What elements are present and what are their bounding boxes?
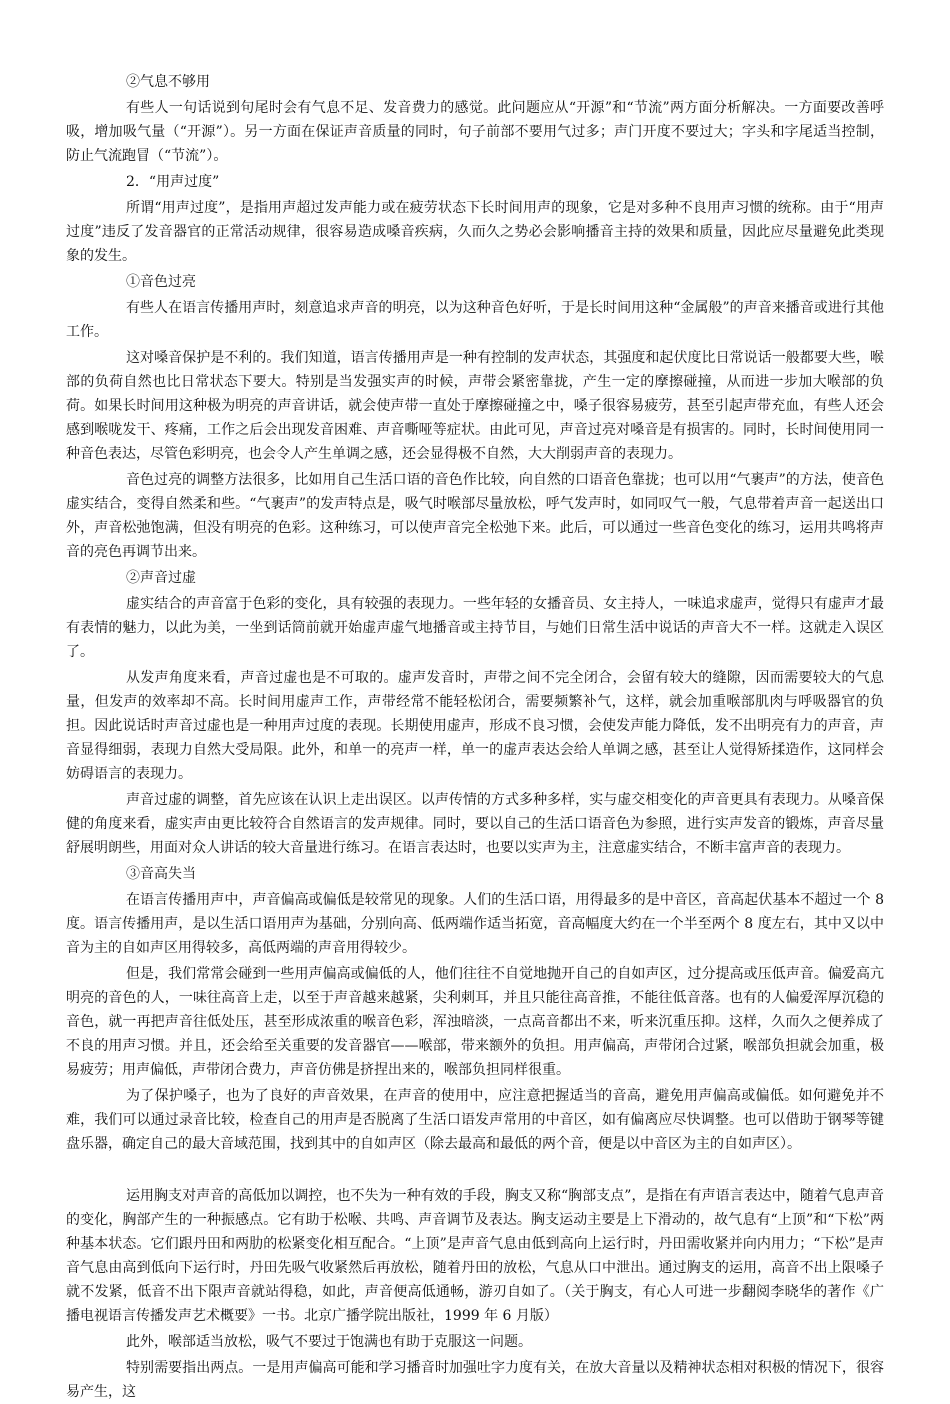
paragraph: 从发声角度来看，声音过虚也是不可取的。虚声发音时，声带之间不完全闭合，会留有较大的缝隙，因而需要较大的气息量，但发声的效率却不高。长时间用虚声工作，声带经常不能轻松闭合，需要频繁补气，这样，就会加重喉部肌肉与呼吸器官的负担。因此说话时声音过虚也是一种用声过度的表现。长期使用虚声，形成不良习惯，会使发声能力降低，发不出明亮有力的声音，声音显得细弱，表现力自然大受局限。此外，和单一的亮声一样，单一的虚声表达会给人单调之感，甚至让人觉得矫揉造作，这同样会妨碍语言的表现力。: [66, 670, 884, 782]
paragraph: 运用胸支对声音的高低加以调控，也不失为一种有效的手段，胸支又称“胸部支点”，是指在有声语言表达中，随着气息声音的变化，胸部产生的一种振感点。它有助于松喉、共鸣、声音调节及表达。胸支运动主要是上下滑动的，故气息有“上顶”和“下松”两种基本状态。它们跟丹田和两肋的松紧变化相互配合。“上顶”是声音气息由低到高向上运行时，丹田需收紧并向内用力；“下松”是声音气息由高到低向下运行时，丹田先吸气收紧然后再放松，随着丹田的放松，气息从口中泄出。通过胸支的运用，高音不出上限嗓子就不发紧，低音不出下限声音就站得稳，如此，声音便高低通畅，游刃自如了。（关于胸支，有心人可进一步翻阅李晓华的著作《广播电视语言传播发声艺术概要》一书。北京广播学院出版社，1999 年 6 月版）: [66, 1188, 884, 1324]
paragraph: 有些人在语言传播用声时，刻意追求声音的明亮，以为这种音色好听，于是长时间用这种“金属般”的声音来播音或进行其他工作。: [66, 300, 884, 340]
paragraph: 但是，我们常常会碰到一些用声偏高或偏低的人，他们往往不自觉地抛开自己的自如声区，过分提高或压低声音。偏爱高亢明亮的音色的人，一味往高音上走，以至于声音越来越紧，尖利刺耳，并且只能往高音推，不能往低音落。也有的人偏爱浑厚沉稳的音色，就一再把声音往低处压，甚至形成浓重的喉音色彩，浑浊暗淡，一点高音都出不来，听来沉重压抑。这样，久而久之便养成了不良的用声习惯。并且，还会给至关重要的发音器官——喉部，带来额外的负担。用声偏高，声带闭合过紧，喉部负担就会加重，极易疲劳；用声偏低，声带闭合费力，声音仿佛是挤捏出来的，喉部负担同样很重。: [66, 966, 884, 1078]
paragraph: 在语言传播用声中，声音偏高或偏低是较常见的现象。人们的生活口语，用得最多的是中音区，音高起伏基本不超过一个 8 度。语言传播用声，是以生活口语用声为基础，分别向高、低两端作适当拓宽，音高幅度大约在一个半至两个 8 度左右，其中又以中音为主的自如声区用得较多，高低两端的声音用得较少。: [66, 892, 884, 956]
section-heading-too-bright: ①音色过亮: [126, 274, 196, 290]
paragraph: 有些人一句话说到句尾时会有气息不足、发音费力的感觉。此问题应从“开源”和“节流”两方面分析解决。一方面要改善呼吸，增加吸气量（“开源”）。另一方面在保证声音质量的同时，句子前部不要用气过多；声门开度不要过大；字头和字尾适当控制，防止气流跑冒（“节流”）。: [66, 100, 884, 164]
paragraph: 特别需要指出两点。一是用声偏高可能和学习播音时加强吐字力度有关，在放大音量以及精神状态相对积极的情况下，很容易产生，这: [66, 1360, 884, 1400]
paragraph: 声音过虚的调整，首先应该在认识上走出误区。以声传情的方式多种多样，实与虚交相变化的声音更具有表现力。从嗓音保健的角度来看，虚实声由更比较符合自然语言的发声规律。同时，要以自己的生活口语音色为参照，进行实声发音的锻炼，声音尽量舒展明朗些，用面对众人讲话的较大音量进行练习。在语言表达时，也要以实声为主，注意虚实结合，不断丰富声音的表现力。: [66, 792, 884, 856]
blank-line: [66, 1158, 884, 1184]
paragraph: 所谓“用声过度”，是指用声超过发声能力或在疲劳状态下长时间用声的现象，它是对多种不良用声习惯的统称。由于“用声过度”违反了发音器官的正常活动规律，很容易造成嗓音疾病，久而久之势必会影响播音主持的效果和质量，因此应尽量避免此类现象的发生。: [66, 200, 884, 264]
paragraph: 虚实结合的声音富于色彩的变化，具有较强的表现力。一些年轻的女播音员、女主持人，一味追求虚声，觉得只有虚声才最有表情的魅力，以此为美，一坐到话筒前就开始虚声虚气地播音或主持节目，与她们日常生活中说话的声音大不一样。这就走入误区了。: [66, 596, 884, 660]
paragraph: 这对嗓音保护是不利的。我们知道，语言传播用声是一种有控制的发声状态，其强度和起伏度比日常说话一般都要大些，喉部的负荷自然也比日常状态下要大。特别是当发强实声的时候，声带会紧密靠拢，产生一定的摩擦碰撞，从而进一步加大喉部的负荷。如果长时间用这种极为明亮的声音讲话，就会使声带一直处于摩擦碰撞之中，嗓子很容易疲劳，甚至引起声带充血，有些人还会感到喉咙发干、疼痛，工作之后会出现发音困难、声音嘶哑等症状。由此可见，声音过亮对嗓音是有损害的。同时，长时间使用同一种音色表达，尽管色彩明亮，也会令人产生单调之感，还会显得极不自然，大大削弱声音的表现力。: [66, 350, 884, 462]
paragraph: 此外，喉部适当放松，吸气不要过于饱满也有助于克服这一问题。: [126, 1334, 532, 1350]
paragraph: 音色过亮的调整方法很多，比如用自己生活口语的音色作比较，向自然的口语音色靠拢；也可以用“气裹声”的方法，使音色虚实结合，变得自然柔和些。“气裹声”的发声特点是，吸气时喉部尽量放松，呼气发声时，如同叹气一般，气息带着声音一起送出口外，声音松弛饱满，但没有明亮的色彩。这种练习，可以使声音完全松弛下来。此后，可以通过一些音色变化的练习，运用共鸣将声音的亮色再调节出来。: [66, 472, 884, 560]
section-heading-pitch: ③音高失当: [126, 866, 196, 882]
section-heading-breath: ②气息不够用: [126, 74, 210, 90]
section-heading-overuse: 2．“用声过度”: [126, 174, 220, 190]
section-heading-too-breathy: ②声音过虚: [126, 570, 196, 586]
paragraph: 为了保护嗓子，也为了良好的声音效果，在声音的使用中，应注意把握适当的音高，避免用声偏高或偏低。如何避免并不难，我们可以通过录音比较，检查自己的用声是否脱离了生活口语发声常用的中音区，如有偏离应尽快调整。也可以借助于钢琴等键盘乐器，确定自己的最大音域范围，找到其中的自如声区（除去最高和最低的两个音，便是以中音区为主的自如声区）。: [66, 1088, 884, 1152]
